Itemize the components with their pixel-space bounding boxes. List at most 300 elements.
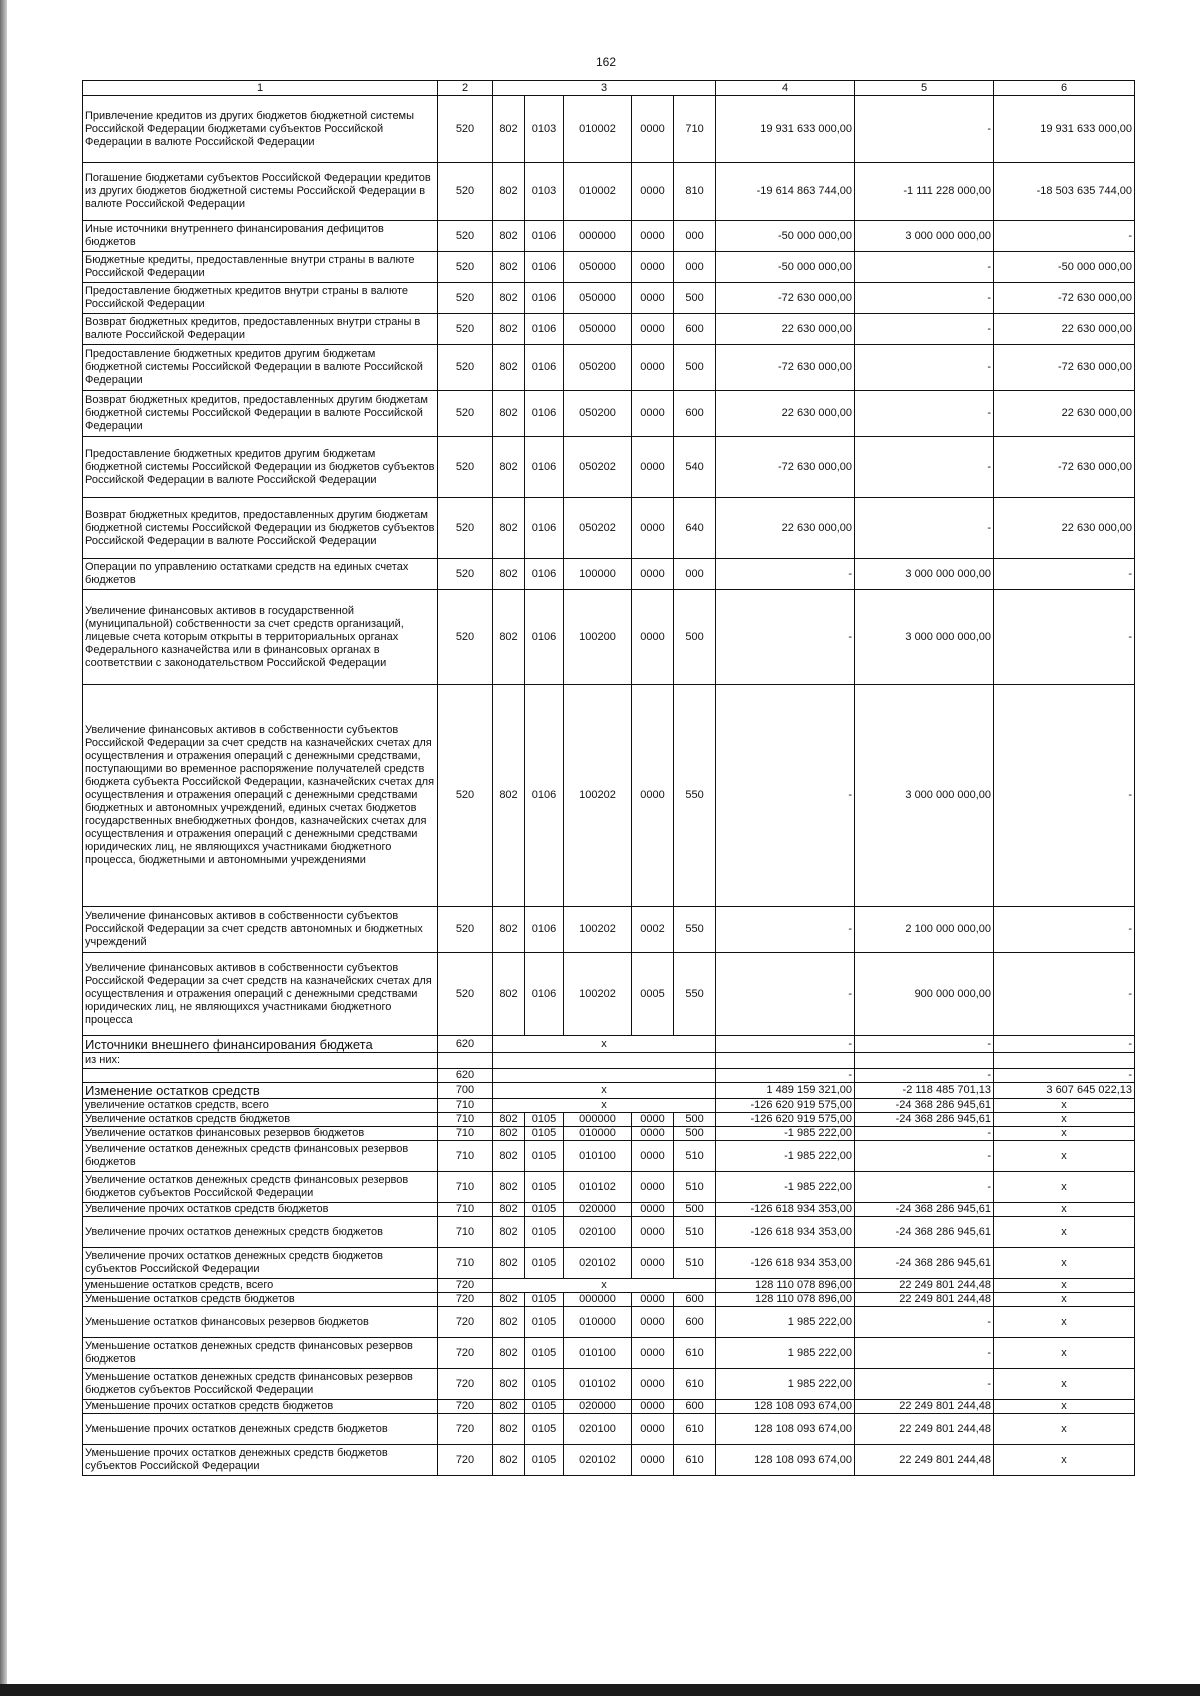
value-executed: 2 100 000 000,00 bbox=[855, 907, 994, 953]
classification-kind: 610 bbox=[674, 1414, 716, 1445]
value-executed: - bbox=[855, 498, 994, 559]
row-code: 720 bbox=[438, 1279, 493, 1293]
table-row bbox=[83, 221, 1135, 252]
table-row bbox=[83, 1127, 1135, 1141]
row-name: Изменение остатков средств bbox=[83, 1083, 438, 1099]
classification-admin: 802 bbox=[493, 391, 525, 437]
classification-item: 020102 bbox=[564, 1248, 632, 1279]
value-executed: -24 368 286 945,61 bbox=[855, 1217, 994, 1248]
row-name: Бюджетные кредиты, предоставленные внутри страны в валюте Российской Федерации bbox=[83, 252, 438, 283]
value-remaining: x bbox=[994, 1113, 1135, 1127]
classification-item: 010000 bbox=[564, 1127, 632, 1141]
classification-program: 0000 bbox=[632, 1113, 674, 1127]
classification-group: 0105 bbox=[525, 1141, 564, 1172]
value-remaining: - bbox=[994, 1036, 1135, 1053]
value-remaining: x bbox=[994, 1369, 1135, 1400]
classification-group: 0103 bbox=[525, 96, 564, 163]
classification-code bbox=[493, 1069, 716, 1083]
classification-admin: 802 bbox=[493, 1141, 525, 1172]
row-name: Увеличение прочих остатков денежных средств бюджетов bbox=[83, 1217, 438, 1248]
value-approved: 1 985 222,00 bbox=[716, 1338, 855, 1369]
row-name: Источники внешнего финансирования бюджета bbox=[83, 1036, 438, 1053]
classification-item: 050202 bbox=[564, 498, 632, 559]
value-remaining: - bbox=[994, 590, 1135, 685]
value-executed: 22 249 801 244,48 bbox=[855, 1400, 994, 1414]
classification-admin: 802 bbox=[493, 1127, 525, 1141]
classification-admin: 802 bbox=[493, 498, 525, 559]
table-row bbox=[83, 1338, 1135, 1369]
classification-kind: 810 bbox=[674, 163, 716, 221]
value-remaining: 22 630 000,00 bbox=[994, 314, 1135, 345]
table-row bbox=[83, 1369, 1135, 1400]
classification-program: 0000 bbox=[632, 498, 674, 559]
classification-group: 0106 bbox=[525, 283, 564, 314]
table-row bbox=[83, 391, 1135, 437]
classification-group: 0105 bbox=[525, 1113, 564, 1127]
value-remaining: 3 607 645 022,13 bbox=[994, 1083, 1135, 1099]
classification-kind: 600 bbox=[674, 1400, 716, 1414]
budget-sources-table bbox=[82, 80, 1135, 1476]
classification-group: 0105 bbox=[525, 1293, 564, 1307]
classification-admin: 802 bbox=[493, 1369, 525, 1400]
classification-kind: 600 bbox=[674, 391, 716, 437]
value-remaining: - bbox=[994, 1069, 1135, 1083]
value-approved: 1 489 159 321,00 bbox=[716, 1083, 855, 1099]
row-name: Уменьшение прочих остатков средств бюджетов bbox=[83, 1400, 438, 1414]
classification-program: 0000 bbox=[632, 1414, 674, 1445]
row-code: 520 bbox=[438, 345, 493, 391]
row-name: Привлечение кредитов из других бюджетов бюджетной системы Российской Федерации бюджетами субъектов Российской Федерации в валюте Российской Федерации bbox=[83, 96, 438, 163]
table-row bbox=[83, 1203, 1135, 1217]
classification-admin: 802 bbox=[493, 96, 525, 163]
table-row bbox=[83, 953, 1135, 1036]
row-code: 720 bbox=[438, 1307, 493, 1338]
classification-kind: 000 bbox=[674, 559, 716, 590]
classification-program: 0000 bbox=[632, 163, 674, 221]
row-code: 720 bbox=[438, 1338, 493, 1369]
classification-program: 0000 bbox=[632, 391, 674, 437]
classification-group: 0106 bbox=[525, 590, 564, 685]
classification-kind: 600 bbox=[674, 1293, 716, 1307]
row-code: 520 bbox=[438, 283, 493, 314]
classification-group: 0106 bbox=[525, 559, 564, 590]
row-name: Увеличение остатков средств бюджетов bbox=[83, 1113, 438, 1127]
value-executed bbox=[855, 1053, 994, 1069]
classification-admin: 802 bbox=[493, 907, 525, 953]
column-number-header bbox=[83, 81, 1135, 96]
value-approved: 1 985 222,00 bbox=[716, 1369, 855, 1400]
row-code: 710 bbox=[438, 1099, 493, 1113]
classification-item: 050200 bbox=[564, 345, 632, 391]
row-code: 720 bbox=[438, 1445, 493, 1476]
table-row bbox=[83, 1172, 1135, 1203]
value-remaining: -72 630 000,00 bbox=[994, 437, 1135, 498]
classification-group: 0106 bbox=[525, 221, 564, 252]
classification-program: 0000 bbox=[632, 1203, 674, 1217]
row-name: Уменьшение прочих остатков денежных средств бюджетов bbox=[83, 1414, 438, 1445]
value-executed: - bbox=[855, 1369, 994, 1400]
classification-admin: 802 bbox=[493, 1248, 525, 1279]
classification-admin: 802 bbox=[493, 1445, 525, 1476]
classification-group: 0105 bbox=[525, 1203, 564, 1217]
row-code: 520 bbox=[438, 685, 493, 907]
value-remaining: x bbox=[994, 1203, 1135, 1217]
table-row bbox=[83, 1217, 1135, 1248]
row-name: Увеличение остатков денежных средств финансовых резервов бюджетов bbox=[83, 1141, 438, 1172]
row-name: Увеличение остатков финансовых резервов бюджетов bbox=[83, 1127, 438, 1141]
value-executed: - bbox=[855, 314, 994, 345]
table-row bbox=[83, 559, 1135, 590]
row-code: 620 bbox=[438, 1036, 493, 1053]
classification-code: x bbox=[493, 1099, 716, 1113]
classification-program: 0000 bbox=[632, 252, 674, 283]
table-row bbox=[83, 1036, 1135, 1053]
row-name: Операции по управлению остатками средств на единых счетах бюджетов bbox=[83, 559, 438, 590]
classification-group: 0106 bbox=[525, 685, 564, 907]
value-remaining: - bbox=[994, 559, 1135, 590]
row-name: Иные источники внутреннего финансирования дефицитов бюджетов bbox=[83, 221, 438, 252]
row-name: Уменьшение остатков финансовых резервов бюджетов bbox=[83, 1307, 438, 1338]
value-executed: -2 118 485 701,13 bbox=[855, 1083, 994, 1099]
classification-code bbox=[493, 1053, 716, 1069]
classification-kind: 550 bbox=[674, 953, 716, 1036]
classification-kind: 610 bbox=[674, 1369, 716, 1400]
row-code: 520 bbox=[438, 437, 493, 498]
classification-group: 0106 bbox=[525, 314, 564, 345]
value-executed: - bbox=[855, 1036, 994, 1053]
scan-edge-bottom bbox=[0, 1684, 1200, 1696]
classification-item: 000000 bbox=[564, 1293, 632, 1307]
value-approved: -50 000 000,00 bbox=[716, 221, 855, 252]
row-code: 620 bbox=[438, 1069, 493, 1083]
row-code: 520 bbox=[438, 498, 493, 559]
scan-edge-left bbox=[0, 0, 7, 1696]
value-remaining: - bbox=[994, 685, 1135, 907]
classification-item: 100200 bbox=[564, 590, 632, 685]
classification-program: 0005 bbox=[632, 953, 674, 1036]
classification-item: 100202 bbox=[564, 685, 632, 907]
value-remaining: -72 630 000,00 bbox=[994, 345, 1135, 391]
value-executed: - bbox=[855, 252, 994, 283]
value-executed: 3 000 000 000,00 bbox=[855, 221, 994, 252]
value-remaining: x bbox=[994, 1338, 1135, 1369]
classification-admin: 802 bbox=[493, 314, 525, 345]
table-row bbox=[83, 1279, 1135, 1293]
value-remaining: x bbox=[994, 1414, 1135, 1445]
classification-kind: 710 bbox=[674, 96, 716, 163]
classification-program: 0000 bbox=[632, 345, 674, 391]
value-executed: 22 249 801 244,48 bbox=[855, 1414, 994, 1445]
value-executed: 900 000 000,00 bbox=[855, 953, 994, 1036]
classification-item: 100202 bbox=[564, 953, 632, 1036]
table-row bbox=[83, 1069, 1135, 1083]
classification-group: 0106 bbox=[525, 437, 564, 498]
classification-item: 010102 bbox=[564, 1172, 632, 1203]
value-executed: - bbox=[855, 96, 994, 163]
value-approved: 22 630 000,00 bbox=[716, 498, 855, 559]
classification-program: 0000 bbox=[632, 1293, 674, 1307]
value-approved: -50 000 000,00 bbox=[716, 252, 855, 283]
value-approved: - bbox=[716, 1069, 855, 1083]
value-approved: 128 110 078 896,00 bbox=[716, 1293, 855, 1307]
row-code: 520 bbox=[438, 953, 493, 1036]
table-row bbox=[83, 685, 1135, 907]
classification-program: 0000 bbox=[632, 1369, 674, 1400]
value-approved: 22 630 000,00 bbox=[716, 314, 855, 345]
value-executed: - bbox=[855, 437, 994, 498]
table-row bbox=[83, 1293, 1135, 1307]
classification-item: 010002 bbox=[564, 163, 632, 221]
classification-item: 000000 bbox=[564, 221, 632, 252]
classification-admin: 802 bbox=[493, 953, 525, 1036]
classification-group: 0106 bbox=[525, 345, 564, 391]
classification-kind: 500 bbox=[674, 283, 716, 314]
row-code: 720 bbox=[438, 1414, 493, 1445]
value-remaining: 19 931 633 000,00 bbox=[994, 96, 1135, 163]
value-remaining: x bbox=[994, 1248, 1135, 1279]
row-code: 710 bbox=[438, 1217, 493, 1248]
classification-group: 0105 bbox=[525, 1248, 564, 1279]
row-name: Уменьшение прочих остатков денежных средств бюджетов субъектов Российской Федерации bbox=[83, 1445, 438, 1476]
table-row bbox=[83, 1307, 1135, 1338]
value-approved: 1 985 222,00 bbox=[716, 1307, 855, 1338]
value-approved: - bbox=[716, 559, 855, 590]
classification-program: 0000 bbox=[632, 314, 674, 345]
value-executed: - bbox=[855, 345, 994, 391]
value-executed: - bbox=[855, 283, 994, 314]
value-approved: - bbox=[716, 590, 855, 685]
classification-kind: 600 bbox=[674, 1307, 716, 1338]
classification-group: 0105 bbox=[525, 1414, 564, 1445]
classification-item: 050200 bbox=[564, 391, 632, 437]
classification-group: 0105 bbox=[525, 1338, 564, 1369]
classification-item: 050000 bbox=[564, 314, 632, 345]
value-approved: -126 618 934 353,00 bbox=[716, 1203, 855, 1217]
row-name: Увеличение финансовых активов в собственности субъектов Российской Федерации за счет средств на казначейских счетах для осуществления и отражения операций с денежными средствами, поступающими во временное распоряжение получателей средств бюджета субъекта Российской Федерации, казначейских счетах для осуществления и отражения операций с денежными средствами бюджетных и автономных учреждений, единых счетах бюджетов государственных внебюджетных фондов, казначейских счетах для осуществления и отражения операций с денежными средствами юридических лиц, не являющихся участниками бюджетного процесса, бюджетными и автономными учреждениями bbox=[83, 685, 438, 907]
value-approved: - bbox=[716, 907, 855, 953]
table-row bbox=[83, 1141, 1135, 1172]
row-name bbox=[83, 1069, 438, 1083]
table-row bbox=[83, 314, 1135, 345]
classification-item: 010000 bbox=[564, 1307, 632, 1338]
classification-item: 020100 bbox=[564, 1217, 632, 1248]
classification-item: 050000 bbox=[564, 252, 632, 283]
classification-item: 100000 bbox=[564, 559, 632, 590]
classification-kind: 550 bbox=[674, 685, 716, 907]
header-col-3: 3 bbox=[493, 81, 716, 96]
classification-kind: 510 bbox=[674, 1141, 716, 1172]
classification-admin: 802 bbox=[493, 590, 525, 685]
value-remaining: x bbox=[994, 1293, 1135, 1307]
classification-kind: 000 bbox=[674, 252, 716, 283]
classification-program: 0000 bbox=[632, 437, 674, 498]
row-code: 520 bbox=[438, 590, 493, 685]
classification-kind: 500 bbox=[674, 345, 716, 391]
value-remaining: 22 630 000,00 bbox=[994, 498, 1135, 559]
value-approved bbox=[716, 1053, 855, 1069]
classification-kind: 510 bbox=[674, 1248, 716, 1279]
classification-group: 0106 bbox=[525, 953, 564, 1036]
classification-admin: 802 bbox=[493, 1113, 525, 1127]
classification-group: 0105 bbox=[525, 1172, 564, 1203]
row-name: Уменьшение остатков денежных средств финансовых резервов бюджетов bbox=[83, 1338, 438, 1369]
classification-group: 0106 bbox=[525, 498, 564, 559]
table-row bbox=[83, 283, 1135, 314]
classification-item: 020100 bbox=[564, 1414, 632, 1445]
classification-item: 050202 bbox=[564, 437, 632, 498]
value-remaining: - bbox=[994, 953, 1135, 1036]
row-name: Возврат бюджетных кредитов, предоставленных другим бюджетам бюджетной системы Российской Федерации из бюджетов субъектов Российской Федерации в валюте Российской Федерации bbox=[83, 498, 438, 559]
classification-kind: 600 bbox=[674, 314, 716, 345]
row-name: уменьшение остатков средств, всего bbox=[83, 1279, 438, 1293]
value-approved: -126 618 934 353,00 bbox=[716, 1248, 855, 1279]
classification-group: 0105 bbox=[525, 1400, 564, 1414]
value-executed: - bbox=[855, 1307, 994, 1338]
classification-kind: 510 bbox=[674, 1217, 716, 1248]
classification-program: 0000 bbox=[632, 1400, 674, 1414]
classification-group: 0106 bbox=[525, 252, 564, 283]
row-name: Возврат бюджетных кредитов, предоставленных другим бюджетам бюджетной системы Российской Федерации в валюте Российской Федерации bbox=[83, 391, 438, 437]
classification-program: 0000 bbox=[632, 1172, 674, 1203]
classification-program: 0000 bbox=[632, 685, 674, 907]
table-row bbox=[83, 1053, 1135, 1069]
table-row bbox=[83, 1248, 1135, 1279]
value-remaining bbox=[994, 1053, 1135, 1069]
classification-program: 0000 bbox=[632, 1445, 674, 1476]
value-approved: -72 630 000,00 bbox=[716, 283, 855, 314]
classification-kind: 540 bbox=[674, 437, 716, 498]
row-name: Погашение бюджетами субъектов Российской Федерации кредитов из других бюджетов бюджетной системы Российской Федерации в валюте Российской Федерации bbox=[83, 163, 438, 221]
classification-kind: 000 bbox=[674, 221, 716, 252]
value-executed: -24 368 286 945,61 bbox=[855, 1203, 994, 1217]
classification-item: 000000 bbox=[564, 1113, 632, 1127]
classification-item: 010100 bbox=[564, 1141, 632, 1172]
header-col-1: 1 bbox=[83, 81, 438, 96]
classification-admin: 802 bbox=[493, 1338, 525, 1369]
table-row bbox=[83, 1400, 1135, 1414]
classification-kind: 610 bbox=[674, 1445, 716, 1476]
table-row bbox=[83, 96, 1135, 163]
row-code: 700 bbox=[438, 1083, 493, 1099]
table-row bbox=[83, 437, 1135, 498]
row-name: из них: bbox=[83, 1053, 438, 1069]
value-executed: - bbox=[855, 1127, 994, 1141]
table-row bbox=[83, 590, 1135, 685]
value-approved: -72 630 000,00 bbox=[716, 437, 855, 498]
classification-admin: 802 bbox=[493, 252, 525, 283]
classification-item: 020102 bbox=[564, 1445, 632, 1476]
row-name: Увеличение остатков денежных средств финансовых резервов бюджетов субъектов Российской Федерации bbox=[83, 1172, 438, 1203]
classification-program: 0000 bbox=[632, 1248, 674, 1279]
value-executed: -1 111 228 000,00 bbox=[855, 163, 994, 221]
classification-admin: 802 bbox=[493, 1172, 525, 1203]
classification-program: 0000 bbox=[632, 1338, 674, 1369]
value-remaining: x bbox=[994, 1400, 1135, 1414]
value-executed: - bbox=[855, 1069, 994, 1083]
value-approved: -126 620 919 575,00 bbox=[716, 1099, 855, 1113]
row-name: Увеличение финансовых активов в собственности субъектов Российской Федерации за счет средств на казначейских счетах для осуществления и отражения операций с денежными средствами юридических лиц, не являющихся участниками бюджетного процесса bbox=[83, 953, 438, 1036]
classification-item: 020000 bbox=[564, 1203, 632, 1217]
row-code: 520 bbox=[438, 391, 493, 437]
row-name: Уменьшение остатков денежных средств финансовых резервов бюджетов субъектов Российской Федерации bbox=[83, 1369, 438, 1400]
value-remaining: -50 000 000,00 bbox=[994, 252, 1135, 283]
table-row bbox=[83, 345, 1135, 391]
row-code: 520 bbox=[438, 559, 493, 590]
classification-program: 0002 bbox=[632, 907, 674, 953]
page-number: 162 bbox=[596, 55, 617, 69]
row-code: 520 bbox=[438, 163, 493, 221]
row-code: 520 bbox=[438, 907, 493, 953]
table-body bbox=[83, 81, 1135, 1476]
row-name: Уменьшение остатков средств бюджетов bbox=[83, 1293, 438, 1307]
classification-admin: 802 bbox=[493, 221, 525, 252]
row-code: 520 bbox=[438, 314, 493, 345]
classification-admin: 802 bbox=[493, 1293, 525, 1307]
classification-admin: 802 bbox=[493, 685, 525, 907]
value-approved: 19 931 633 000,00 bbox=[716, 96, 855, 163]
value-remaining: -72 630 000,00 bbox=[994, 283, 1135, 314]
value-remaining: -18 503 635 744,00 bbox=[994, 163, 1135, 221]
table-row bbox=[83, 498, 1135, 559]
row-code: 710 bbox=[438, 1127, 493, 1141]
table-row bbox=[83, 1113, 1135, 1127]
classification-admin: 802 bbox=[493, 559, 525, 590]
value-remaining: x bbox=[994, 1445, 1135, 1476]
value-remaining: x bbox=[994, 1217, 1135, 1248]
value-executed: - bbox=[855, 1338, 994, 1369]
value-executed: 3 000 000 000,00 bbox=[855, 685, 994, 907]
classification-admin: 802 bbox=[493, 1307, 525, 1338]
value-approved: - bbox=[716, 685, 855, 907]
classification-item: 100202 bbox=[564, 907, 632, 953]
row-name: Увеличение финансовых активов в государственной (муниципальной) собственности за счет средств организаций, лицевые счета которым открыты в территориальных органах Федерального казначейства или в финансовых органах в соответствии с законодательством Российской Федерации bbox=[83, 590, 438, 685]
classification-group: 0103 bbox=[525, 163, 564, 221]
row-code: 520 bbox=[438, 252, 493, 283]
classification-admin: 802 bbox=[493, 1414, 525, 1445]
value-approved: -126 620 919 575,00 bbox=[716, 1113, 855, 1127]
classification-kind: 610 bbox=[674, 1338, 716, 1369]
row-code: 520 bbox=[438, 221, 493, 252]
row-name: Предоставление бюджетных кредитов внутри страны в валюте Российской Федерации bbox=[83, 283, 438, 314]
table-row bbox=[83, 907, 1135, 953]
classification-kind: 640 bbox=[674, 498, 716, 559]
header-col-2: 2 bbox=[438, 81, 493, 96]
value-executed: 22 249 801 244,48 bbox=[855, 1279, 994, 1293]
classification-item: 020000 bbox=[564, 1400, 632, 1414]
row-code: 720 bbox=[438, 1293, 493, 1307]
value-remaining: x bbox=[994, 1279, 1135, 1293]
row-code: 520 bbox=[438, 96, 493, 163]
value-approved: -72 630 000,00 bbox=[716, 345, 855, 391]
table-row bbox=[83, 1414, 1135, 1445]
value-remaining: x bbox=[994, 1127, 1135, 1141]
value-approved: 22 630 000,00 bbox=[716, 391, 855, 437]
value-approved: - bbox=[716, 953, 855, 1036]
row-name: Возврат бюджетных кредитов, предоставленных внутри страны в валюте Российской Федерации bbox=[83, 314, 438, 345]
classification-group: 0105 bbox=[525, 1445, 564, 1476]
classification-program: 0000 bbox=[632, 221, 674, 252]
classification-kind: 510 bbox=[674, 1172, 716, 1203]
classification-program: 0000 bbox=[632, 1127, 674, 1141]
table-row bbox=[83, 252, 1135, 283]
classification-program: 0000 bbox=[632, 1217, 674, 1248]
classification-group: 0105 bbox=[525, 1217, 564, 1248]
value-remaining: - bbox=[994, 221, 1135, 252]
classification-kind: 500 bbox=[674, 1113, 716, 1127]
value-executed: -24 368 286 945,61 bbox=[855, 1099, 994, 1113]
value-executed: - bbox=[855, 1141, 994, 1172]
classification-admin: 802 bbox=[493, 1400, 525, 1414]
